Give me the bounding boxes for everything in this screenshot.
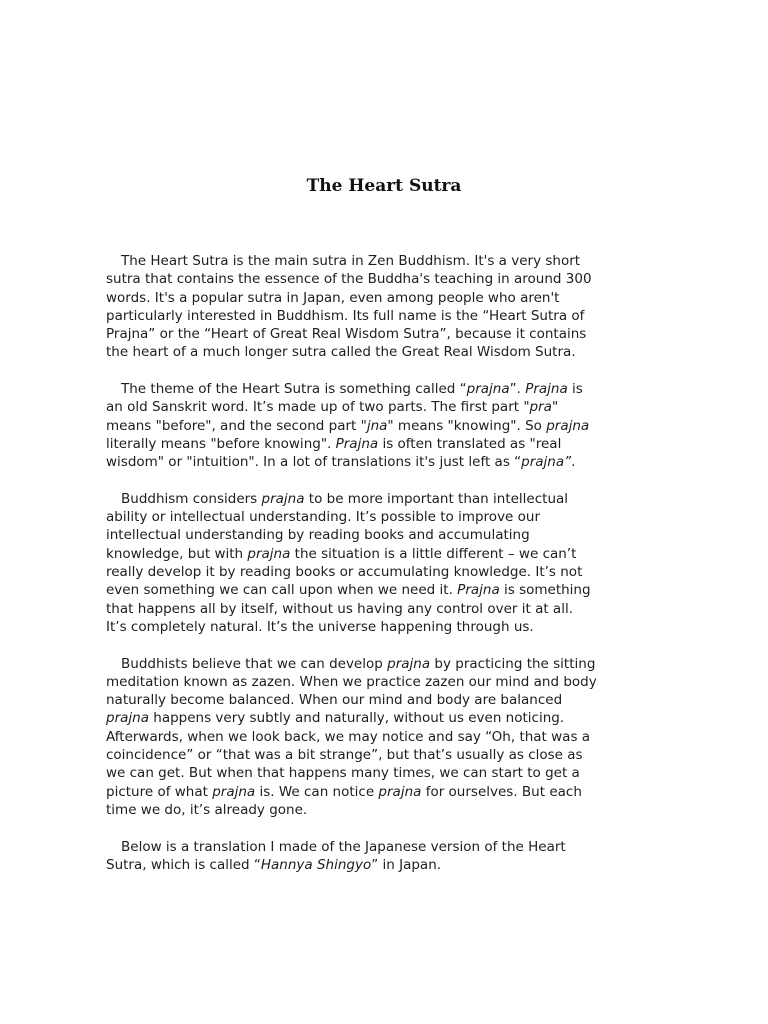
text-run: intellectual understanding by reading books and accumulating (106, 527, 530, 544)
text-line (106, 545, 666, 563)
text-run: means "before", and the second part " (106, 417, 367, 434)
paragraph (106, 490, 666, 636)
text-run: naturally become balanced. When our mind and body are balanced (106, 692, 563, 709)
page-title: The Heart Sutra (306, 176, 462, 196)
text-run: The theme of the Heart Sutra is something called “ (121, 381, 467, 398)
text-line (106, 307, 666, 325)
emphasized-text: prajna” (521, 454, 572, 471)
text-line (106, 325, 666, 343)
text-line (106, 783, 666, 801)
paragraph (106, 380, 666, 471)
text-run: Below is a translation I made of the Japanese version of the Heart (121, 838, 566, 855)
text-line (106, 709, 666, 727)
emphasized-text: prajna (247, 545, 291, 562)
emphasized-text: jna (366, 417, 388, 434)
text-run: for ourselves. But each (421, 783, 582, 800)
text-line (106, 289, 666, 307)
text-run: is (567, 381, 583, 398)
text-run: picture of what (106, 783, 213, 800)
text-line (106, 581, 666, 599)
text-run: meditation known as zazen. When we practice zazen our mind and body (106, 673, 597, 690)
text-line (106, 417, 666, 435)
text-line (106, 270, 666, 288)
emphasized-text: Prajna (525, 381, 568, 398)
text-run: by practicing the sitting (430, 655, 596, 672)
emphasized-text: Prajna (335, 435, 379, 452)
text-run: happens very subtly and naturally, without us even noticing. (148, 710, 565, 727)
text-run: is. We can notice (255, 783, 379, 800)
text-run: wisdom" or "intuition". In a lot of translations it's just left as “ (106, 454, 522, 471)
emphasized-text: Hannya Shingyo (260, 856, 372, 873)
text-line (106, 764, 666, 782)
text-run: we can get. But when that happens many times, we can start to get a (106, 765, 580, 782)
text-run: the situation is a little different – we can’t (290, 545, 577, 562)
text-run: ability or intellectual understanding. It’s possible to improve our (106, 509, 541, 526)
text-line (106, 563, 666, 581)
paragraph (106, 252, 666, 362)
emphasized-text: prajna (261, 490, 305, 507)
text-run: is often translated as "real (378, 435, 562, 452)
text-run: Buddhists believe that we can develop (121, 655, 388, 672)
text-line (106, 508, 666, 526)
text-run: an old Sanskrit word. It’s made up of two parts. The first part " (106, 399, 530, 416)
text-run: coincidence” or “that was a bit strange”, but that’s usually as close as (106, 747, 583, 764)
text-line (106, 655, 666, 673)
text-line (106, 453, 666, 471)
text-line (106, 728, 666, 746)
text-line (106, 838, 666, 856)
text-run: particularly interested in Buddhism. Its full name is the “Heart Sutra of (106, 307, 585, 324)
document-body (106, 252, 666, 892)
text-line (106, 526, 666, 544)
text-line (106, 398, 666, 416)
text-line (106, 618, 666, 636)
text-run: Prajna” or the “Heart of Great Real Wisdom Sutra”, because it contains (106, 326, 587, 343)
text-run: sutra that contains the essence of the Buddha's teaching in around 300 (106, 271, 592, 288)
emphasized-text: prajna (378, 783, 422, 800)
text-run: Sutra, which is called “ (106, 856, 261, 873)
text-line (106, 343, 666, 361)
text-run: time we do, it’s already gone. (106, 801, 308, 818)
text-run: words. It's a popular sutra in Japan, even among people who aren't (106, 289, 560, 306)
emphasized-text: pra (529, 399, 552, 416)
text-run: that happens all by itself, without us having any control over it at all. (106, 600, 574, 617)
emphasized-text: prajna (212, 783, 256, 800)
text-run: literally means "before knowing". (106, 435, 336, 452)
emphasized-text: prajna (546, 417, 590, 434)
text-run: " means "knowing". So (387, 417, 547, 434)
text-line (106, 490, 666, 508)
text-run: knowledge, but with (106, 545, 248, 562)
text-line (106, 856, 666, 874)
text-run: It’s completely natural. It’s the universe happening through us. (106, 618, 534, 635)
text-line (106, 380, 666, 398)
text-run: . (571, 454, 576, 471)
text-run: Buddhism considers (121, 490, 262, 507)
text-line (106, 673, 666, 691)
text-run: the heart of a much longer sutra called the Great Real Wisdom Sutra. (106, 344, 576, 361)
text-run: really develop it by reading books or accumulating knowledge. It’s not (106, 564, 583, 581)
text-line (106, 746, 666, 764)
text-line (106, 801, 666, 819)
text-run: Afterwards, when we look back, we may notice and say “Oh, that was a (106, 728, 591, 745)
text-run: to be more important than intellectual (304, 490, 569, 507)
text-run: The Heart Sutra is the main sutra in Zen Buddhism. It's a very short (121, 253, 581, 269)
text-run: " (551, 399, 559, 416)
text-line (106, 435, 666, 453)
text-line (106, 691, 666, 709)
text-line (106, 600, 666, 618)
emphasized-text: Prajna (457, 582, 500, 599)
text-run: ” in Japan. (371, 856, 442, 873)
paragraph (106, 655, 666, 820)
text-run: even something we can call upon when we need it. (106, 582, 458, 599)
text-line (106, 252, 666, 270)
text-run: is something (499, 582, 591, 599)
emphasized-text: prajna (106, 710, 149, 727)
text-run: ”. (509, 381, 526, 398)
emphasized-text: prajna (387, 655, 431, 672)
paragraph (106, 838, 666, 875)
emphasized-text: prajna (466, 381, 510, 398)
